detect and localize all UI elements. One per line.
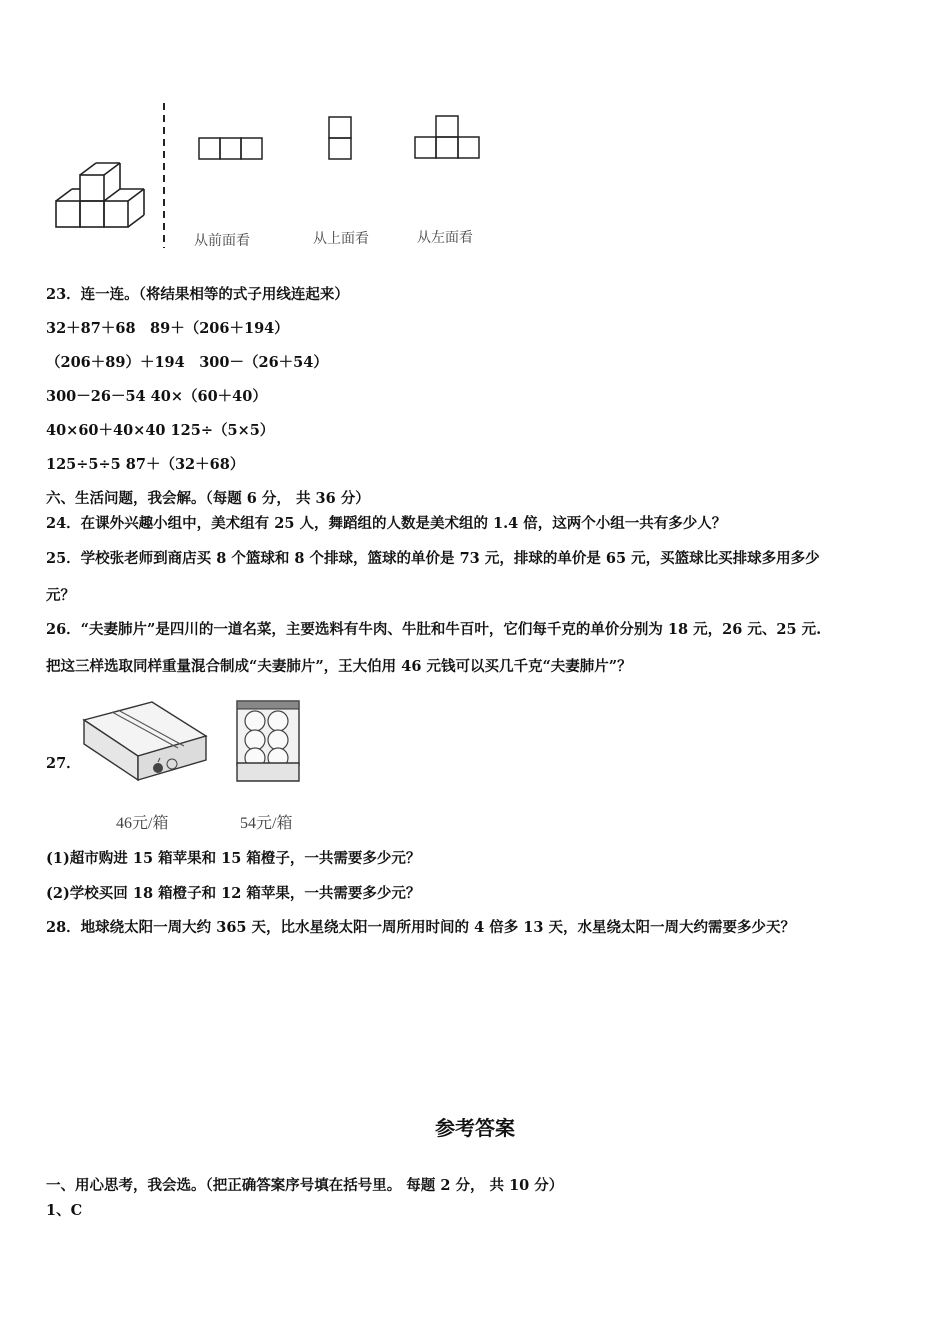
q23-row-4: 40×60＋40×40 125÷（5×5） bbox=[46, 422, 275, 439]
answers-title: 参考答案 bbox=[435, 1116, 515, 1140]
section-6-heading: 六、生活问题，我会解。（每题 6 分， 共 36 分） bbox=[46, 490, 370, 507]
q26-line-1: 26．“夫妻肺片”是四川的一道名菜，主要选料有牛肉、牛肚和牛百叶，它们每千克的单价分别为 18 元，26 元、25 元. bbox=[46, 621, 822, 638]
q23-row-2: （206＋89）＋194 300－（26＋54） bbox=[46, 354, 328, 371]
apple-box-image bbox=[82, 698, 208, 782]
answers-section-1: 一、用心思考，我会选。（把正确答案序号填在括号里。 每题 2 分， 共 10 分） bbox=[46, 1177, 564, 1194]
apple-price-label: 46元/箱 bbox=[116, 815, 169, 832]
q27-part-2: (2)学校买回 18 箱橙子和 12 箱苹果，一共需要多少元？ bbox=[46, 885, 421, 902]
q23-row-1: 32＋87＋68 89＋（206＋194） bbox=[46, 320, 289, 337]
q28-text: 28．地球绕太阳一周大约 365 天，比水星绕太阳一周所用时间的 4 倍多 13 天，水星绕太阳一周大约需要多少天？ bbox=[46, 919, 795, 936]
q23-row-5: 125÷5÷5 87＋（32＋68） bbox=[46, 456, 245, 473]
front-view-diagram bbox=[198, 137, 266, 161]
left-view-diagram bbox=[414, 115, 484, 161]
cube-solid-figure bbox=[50, 155, 150, 235]
q27-part-1: (1)超市购进 15 箱苹果和 15 箱橙子，一共需要多少元？ bbox=[46, 850, 421, 867]
left-view-label: 从左面看 bbox=[417, 230, 473, 246]
q26-line-2: 把这三样选取同样重量混合制成“夫妻肺片”，王大伯用 46 元钱可以买几千克“夫妻肺片”？ bbox=[46, 658, 632, 675]
orange-box-image bbox=[234, 697, 302, 783]
q24-text: 24．在课外兴趣小组中，美术组有 25 人，舞蹈组的人数是美术组的 1.4 倍，这两个小组一共有多少人？ bbox=[46, 515, 727, 532]
q25-line-1: 25．学校张老师到商店买 8 个篮球和 8 个排球，篮球的单价是 73 元，排球的单价是 65 元，买篮球比买排球多用多少 bbox=[46, 550, 820, 567]
q23-title: 23．连一连。（将结果相等的式子用线连起来） bbox=[46, 286, 349, 303]
dashed-divider bbox=[160, 103, 168, 248]
top-view-label: 从上面看 bbox=[313, 231, 369, 247]
top-view-diagram bbox=[328, 116, 354, 162]
q25-line-2: 元？ bbox=[46, 587, 75, 604]
answer-1: 1、C bbox=[46, 1202, 83, 1219]
q27-number: 27． bbox=[46, 755, 81, 772]
orange-price-label: 54元/箱 bbox=[240, 815, 293, 832]
front-view-label: 从前面看 bbox=[194, 233, 250, 249]
q23-row-3: 300－26－54 40×（60＋40） bbox=[46, 388, 267, 405]
